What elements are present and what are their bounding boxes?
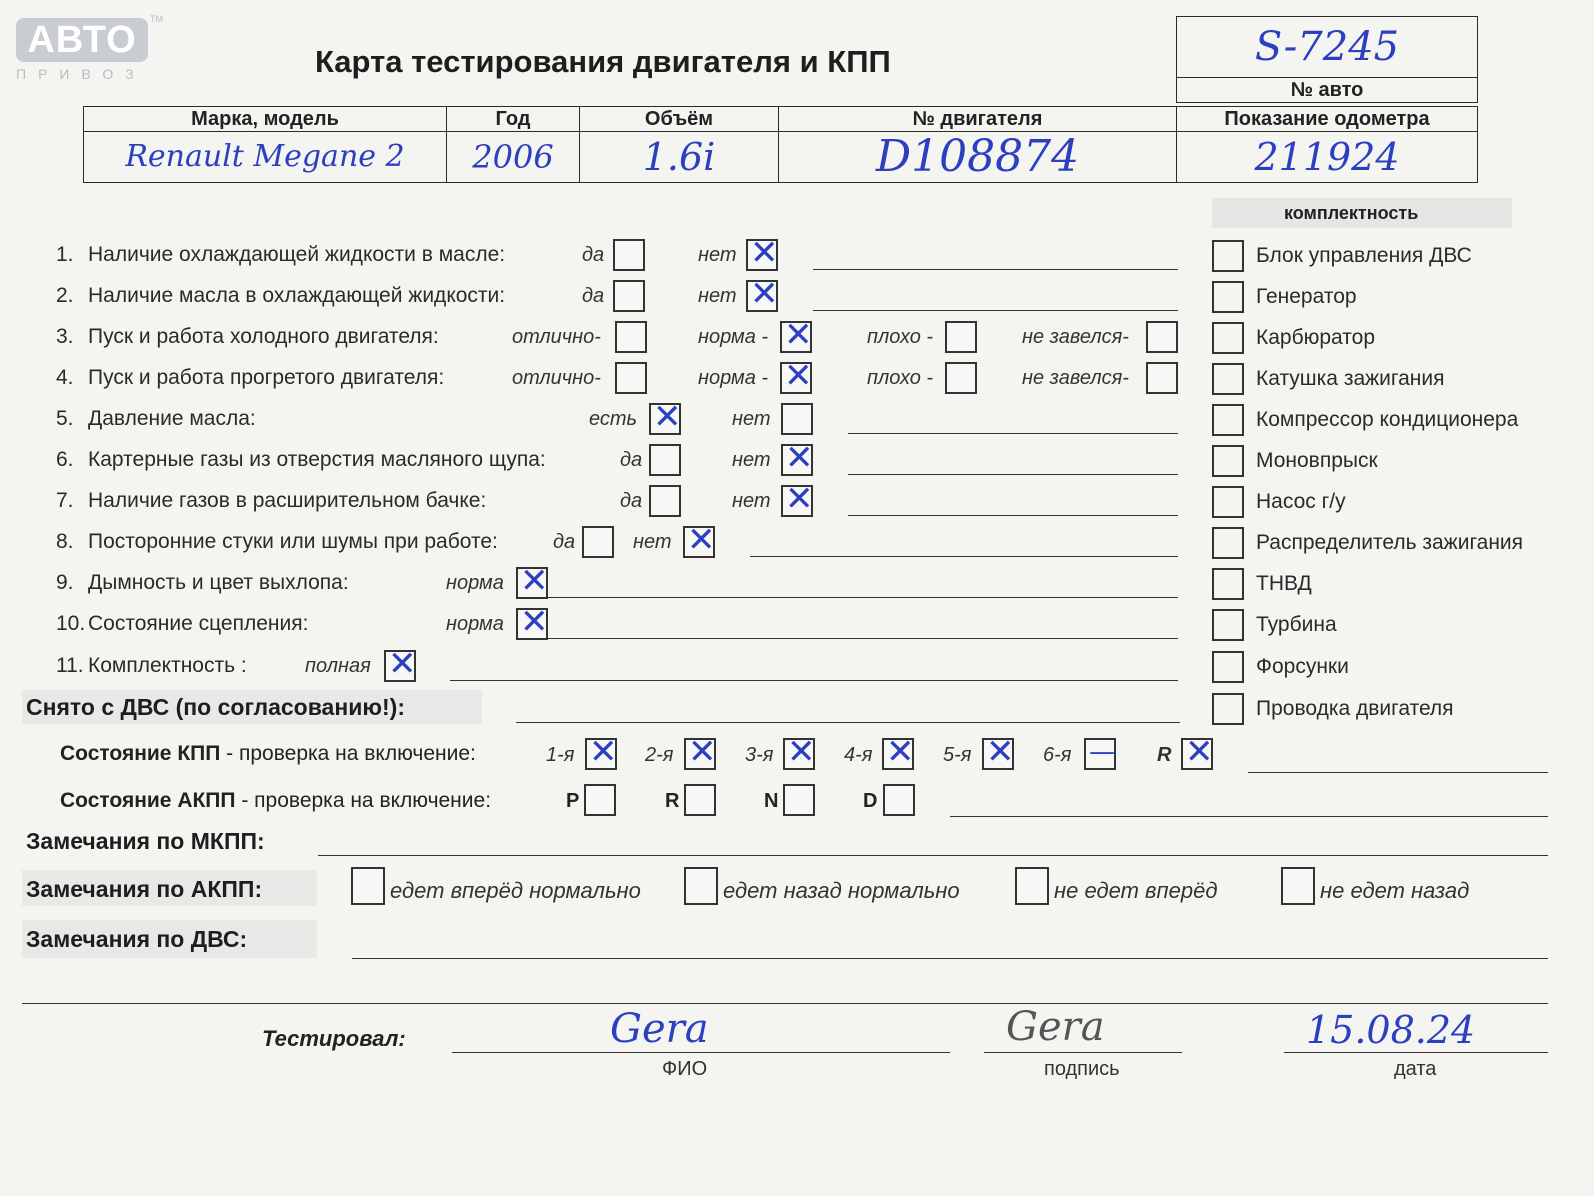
- complect-item: Моновпрыск: [1256, 449, 1378, 472]
- note-line: [450, 680, 1178, 681]
- note-line: [813, 310, 1178, 311]
- akpp-remark-option: едет назад нормально: [723, 878, 960, 903]
- complect-checkbox[interactable]: [1212, 527, 1244, 559]
- header-odometer: Показание одометра: [1177, 107, 1478, 132]
- question-number: 1.: [56, 243, 74, 266]
- check-mark: ✕: [750, 274, 779, 314]
- akpp-mode-checkbox[interactable]: [684, 784, 716, 816]
- question-number: 2.: [56, 284, 74, 307]
- complect-item: Проводка двигателя: [1256, 697, 1454, 720]
- removed-label: Снято с ДВС (по согласованию!):: [26, 694, 405, 720]
- logo-subtitle: ПРИВОЗ: [16, 66, 146, 82]
- checkbox-checked[interactable]: [746, 274, 779, 314]
- check-mark: ✕: [886, 732, 915, 772]
- akpp-mode-label: P: [566, 790, 580, 812]
- date-value: 15.08.24: [1306, 1008, 1476, 1052]
- question-5: [56, 407, 256, 431]
- gear-label: 4-я: [844, 744, 873, 766]
- akpp-remark-checkbox[interactable]: [351, 867, 385, 905]
- checkbox[interactable]: [613, 239, 645, 271]
- gear-checkbox-checked[interactable]: [783, 732, 816, 772]
- gear-checkbox-checked[interactable]: [585, 732, 618, 772]
- complect-title: комплектность: [1284, 203, 1419, 223]
- question-9: [56, 571, 349, 595]
- note-line: [750, 556, 1178, 557]
- kpp-label: [60, 742, 476, 766]
- option-label: да: [553, 531, 576, 553]
- logo-trademark: TM: [150, 14, 163, 24]
- complect-item: Генератор: [1256, 285, 1357, 308]
- akpp-remark-option: не едет вперёд: [1054, 878, 1218, 903]
- value-volume: 1.6i: [580, 132, 779, 183]
- check-mark: ✕: [787, 732, 816, 772]
- akpp-mode-label: D: [863, 790, 878, 812]
- question-4: [56, 366, 444, 390]
- checkbox[interactable]: [649, 444, 681, 476]
- fio-line: [452, 1052, 950, 1053]
- separator-line: [22, 1003, 1548, 1004]
- complect-checkbox[interactable]: [1212, 363, 1244, 395]
- complect-item: Блок управления ДВС: [1256, 244, 1472, 267]
- complect-checkbox[interactable]: [1212, 240, 1244, 272]
- signature-line: [984, 1052, 1182, 1053]
- page-title: Карта тестирования двигателя и КПП: [315, 44, 891, 79]
- question-text: Наличие охлаждающей жидкости в масле:: [88, 243, 506, 266]
- checkbox-checked[interactable]: [780, 356, 813, 396]
- akpp-remark-checkbox[interactable]: [1281, 867, 1315, 905]
- gear-label: 2-я: [645, 744, 674, 766]
- complect-checkbox[interactable]: [1212, 404, 1244, 436]
- question-number: 9.: [56, 571, 74, 594]
- header-volume: Объём: [580, 107, 779, 132]
- option-label: нет: [698, 285, 737, 307]
- checkbox[interactable]: [615, 362, 647, 394]
- question-number: 10.: [56, 612, 86, 635]
- question-2: [56, 284, 505, 308]
- check-mark: ✕: [520, 602, 549, 642]
- question-6: [56, 448, 546, 472]
- checkbox[interactable]: [945, 321, 977, 353]
- vehicle-info-table: [83, 106, 1478, 183]
- gear-label: 1-я: [546, 744, 575, 766]
- complect-item: Компрессор кондиционера: [1256, 408, 1519, 431]
- note-line: [848, 474, 1178, 475]
- complect-checkbox[interactable]: [1212, 486, 1244, 518]
- option-label: да: [582, 244, 605, 266]
- option-label: плохо -: [867, 326, 934, 348]
- gear-label: R: [1157, 744, 1172, 766]
- question-text: Пуск и работа холодного двигателя:: [88, 325, 439, 348]
- note-line: [813, 269, 1178, 270]
- akpp-label-rest: - проверка на включение:: [235, 789, 492, 812]
- checkbox-checked[interactable]: [384, 644, 417, 684]
- check-mark: ✕: [687, 520, 716, 560]
- signature-label: подпись: [1044, 1058, 1120, 1080]
- fio-value: Gera: [610, 1006, 709, 1052]
- remarks-mkpp-label: Замечания по МКПП:: [26, 828, 265, 854]
- option-label: отлично-: [512, 326, 601, 348]
- header-make-model: Марка, модель: [84, 107, 447, 132]
- option-label: плохо -: [867, 367, 934, 389]
- kpp-line: [1248, 772, 1548, 773]
- question-3: [56, 325, 439, 349]
- option-label: полная: [305, 655, 371, 677]
- checkbox-checked[interactable]: [781, 479, 814, 519]
- akpp-mode-label: R: [665, 790, 680, 812]
- question-number: 3.: [56, 325, 74, 348]
- question-text: Посторонние стуки или шумы при работе:: [88, 530, 498, 553]
- question-number: 5.: [56, 407, 74, 430]
- option-label: норма: [446, 613, 504, 635]
- check-mark: ✕: [750, 233, 779, 273]
- check-mark: ✕: [784, 356, 813, 396]
- akpp-label: [60, 789, 491, 813]
- complect-checkbox[interactable]: [1212, 609, 1244, 641]
- option-label: нет: [732, 449, 771, 471]
- checkbox[interactable]: [945, 362, 977, 394]
- complect-item: Турбина: [1256, 613, 1337, 636]
- question-11: [56, 654, 247, 678]
- value-year: 2006: [447, 132, 580, 183]
- signature-value: Gera: [1006, 1004, 1105, 1050]
- complect-item: Катушка зажигания: [1256, 367, 1445, 390]
- option-label: да: [620, 449, 643, 471]
- checkbox[interactable]: [582, 526, 614, 558]
- complect-item: Форсунки: [1256, 655, 1349, 678]
- complect-item: ТНВД: [1256, 572, 1312, 595]
- checkbox-checked[interactable]: [516, 561, 549, 601]
- question-text: Наличие масла в охлаждающей жидкости:: [88, 284, 506, 307]
- gear-checkbox-na[interactable]: [1084, 738, 1116, 770]
- note-line: [848, 515, 1178, 516]
- akpp-remark-option: не едет назад: [1320, 878, 1470, 903]
- option-label: нет: [698, 244, 737, 266]
- checkbox[interactable]: [1146, 321, 1178, 353]
- kpp-label-bold: Состояние КПП: [60, 742, 221, 765]
- complect-item: Распределитель зажигания: [1256, 531, 1524, 554]
- option-label: нет: [633, 531, 672, 553]
- question-number: 6.: [56, 448, 74, 471]
- akpp-line: [950, 816, 1548, 817]
- check-mark: ✕: [653, 397, 682, 437]
- gear-checkbox-checked[interactable]: [1181, 732, 1214, 772]
- checkbox[interactable]: [649, 485, 681, 517]
- akpp-remark-option: едет вперёд нормально: [390, 878, 641, 903]
- question-10: [56, 612, 308, 636]
- date-label: дата: [1394, 1058, 1437, 1080]
- remarks-dvs-label: Замечания по ДВС:: [26, 926, 248, 952]
- checkbox[interactable]: [613, 280, 645, 312]
- gear-label: 5-я: [943, 744, 972, 766]
- complect-checkbox[interactable]: [1212, 651, 1244, 683]
- fio-label: ФИО: [662, 1058, 708, 1080]
- question-8: [56, 530, 498, 554]
- option-label: нет: [732, 408, 771, 430]
- checkbox-checked[interactable]: [746, 233, 779, 273]
- check-mark: ✕: [520, 561, 549, 601]
- auto-number-box: [1176, 16, 1478, 103]
- checkbox[interactable]: [615, 321, 647, 353]
- complect-checkbox[interactable]: [1212, 322, 1244, 354]
- gear-checkbox-checked[interactable]: [882, 732, 915, 772]
- question-7: [56, 489, 486, 513]
- checkbox-checked[interactable]: [780, 315, 813, 355]
- check-mark: ✕: [784, 315, 813, 355]
- header-engine-number: № двигателя: [779, 107, 1177, 132]
- checkbox-checked[interactable]: [516, 602, 549, 642]
- question-text: Наличие газов в расширительном бачке:: [88, 489, 487, 512]
- check-mark: ✕: [388, 644, 417, 684]
- question-number: 4.: [56, 366, 74, 389]
- option-label: не завелся-: [1022, 367, 1129, 389]
- akpp-remark-checkbox[interactable]: [1015, 867, 1049, 905]
- akpp-mode-label: N: [764, 790, 779, 812]
- akpp-mode-checkbox[interactable]: [883, 784, 915, 816]
- check-mark: ✕: [785, 479, 814, 519]
- checkbox-checked[interactable]: [649, 397, 682, 437]
- gear-checkbox-checked[interactable]: [684, 732, 717, 772]
- option-label: есть: [589, 408, 638, 430]
- note-line: [548, 638, 1178, 639]
- checkbox[interactable]: [781, 403, 813, 435]
- option-label: да: [620, 490, 643, 512]
- question-number: 8.: [56, 530, 74, 553]
- option-label: нет: [732, 490, 771, 512]
- remarks-mkpp-line: [318, 855, 1548, 856]
- date-line: [1284, 1052, 1548, 1053]
- complect-item: Насос г/у: [1256, 490, 1346, 513]
- check-mark: ✕: [589, 732, 618, 772]
- option-label: не завелся-: [1022, 326, 1129, 348]
- option-label: норма -: [698, 326, 769, 348]
- value-odometer: 211924: [1177, 132, 1478, 183]
- dash-mark: —: [1089, 737, 1115, 767]
- question-text: Состояние сцепления:: [88, 612, 309, 635]
- auto-number-value: S-7245: [1177, 17, 1478, 78]
- akpp-mode-checkbox[interactable]: [584, 784, 616, 816]
- checkbox-checked[interactable]: [781, 438, 814, 478]
- complect-checkbox[interactable]: [1212, 281, 1244, 313]
- question-text: Давление масла:: [88, 407, 256, 430]
- tested-label: Тестировал:: [262, 1026, 406, 1051]
- value-make-model: Renault Megane 2: [84, 132, 447, 183]
- question-1: [56, 243, 505, 267]
- akpp-label-bold: Состояние АКПП: [60, 789, 236, 812]
- checkbox[interactable]: [1146, 362, 1178, 394]
- note-line: [548, 597, 1178, 598]
- option-label: отлично-: [512, 367, 601, 389]
- option-label: норма -: [698, 367, 769, 389]
- gear-checkbox-checked[interactable]: [982, 732, 1015, 772]
- akpp-mode-checkbox[interactable]: [783, 784, 815, 816]
- complect-checkbox[interactable]: [1212, 568, 1244, 600]
- complect-item: Карбюратор: [1256, 326, 1376, 349]
- question-text: Дымность и цвет выхлопа:: [88, 571, 349, 594]
- checkbox-checked[interactable]: [683, 520, 716, 560]
- question-text: Картерные газы из отверстия масляного щупа:: [88, 448, 546, 471]
- avtoprivoz-logo: АВТО: [16, 18, 148, 62]
- note-line: [848, 433, 1178, 434]
- gear-label: 6-я: [1043, 744, 1072, 766]
- gear-label: 3-я: [745, 744, 774, 766]
- question-text: Пуск и работа прогретого двигателя:: [88, 366, 445, 389]
- question-number: 7.: [56, 489, 74, 512]
- kpp-label-rest: - проверка на включение:: [220, 742, 476, 765]
- question-text: Комплектность :: [88, 654, 247, 677]
- check-mark: ✕: [688, 732, 717, 772]
- check-mark: ✕: [1185, 732, 1214, 772]
- complect-checkbox[interactable]: [1212, 445, 1244, 477]
- check-mark: ✕: [986, 732, 1015, 772]
- remarks-akpp-label: Замечания по АКПП:: [26, 876, 263, 902]
- question-number: 11.: [56, 654, 84, 677]
- complect-checkbox[interactable]: [1212, 693, 1244, 725]
- check-mark: ✕: [785, 438, 814, 478]
- value-engine-number: D108874: [779, 132, 1177, 183]
- remarks-dvs-line: [352, 958, 1548, 959]
- header-year: Год: [447, 107, 580, 132]
- option-label: да: [582, 285, 605, 307]
- akpp-remark-checkbox[interactable]: [684, 867, 718, 905]
- option-label: норма: [446, 572, 504, 594]
- auto-number-label: № авто: [1177, 78, 1478, 103]
- removed-line: [516, 722, 1180, 723]
